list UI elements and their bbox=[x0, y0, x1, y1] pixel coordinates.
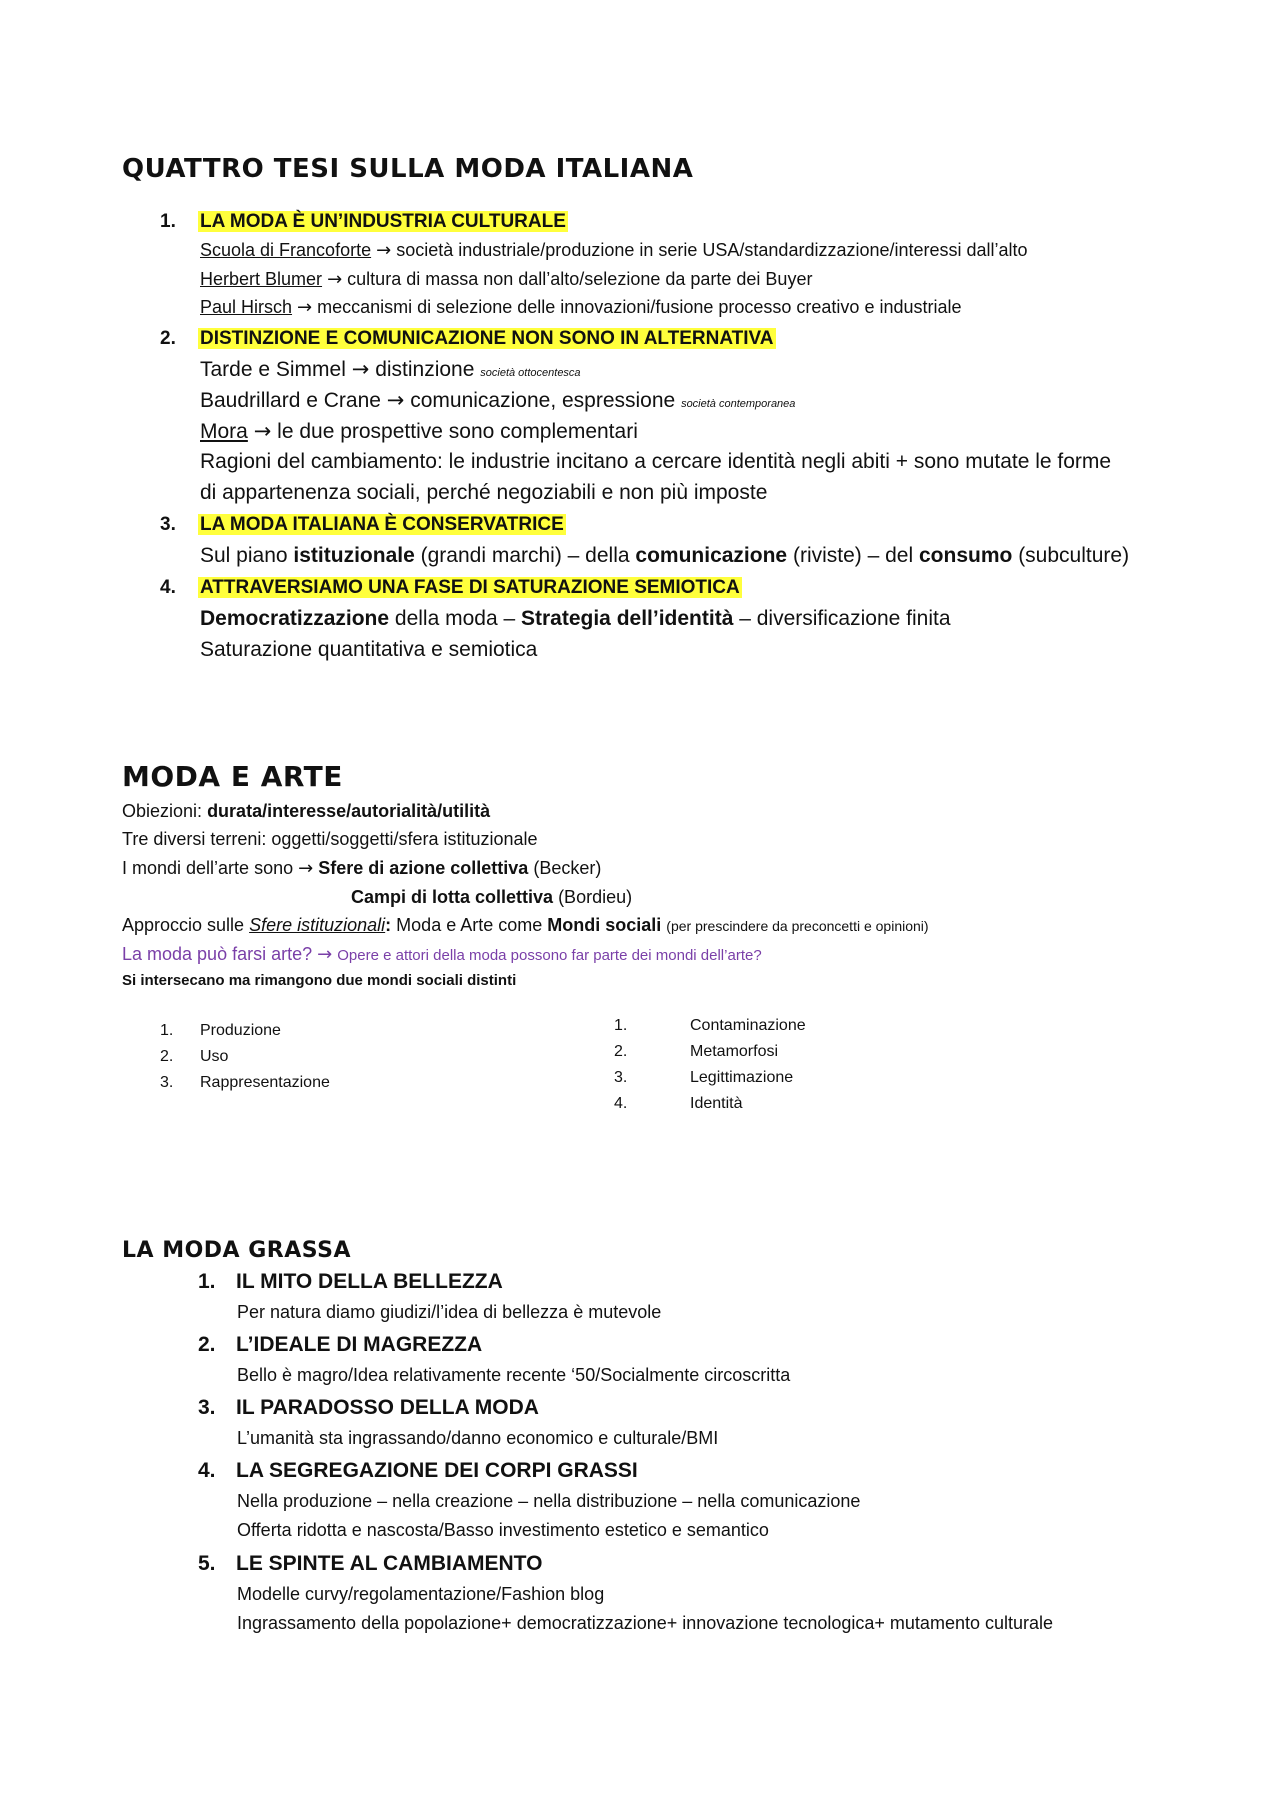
thesis-1-line-3: Paul Hirsch → meccanismi di selezione delle innovazioni/fusione processo creativo e industriale bbox=[200, 297, 962, 318]
thesis-2-line-4: Ragioni del cambiamento: le industrie incitano a cercare identità negli abiti + sono mutate le forme bbox=[200, 450, 1112, 473]
author-herbert-blumer: Herbert Blumer bbox=[200, 269, 323, 289]
list-item-number: 1. bbox=[160, 1022, 174, 1039]
arrow-right-icon: → bbox=[351, 357, 370, 381]
list-item: Contaminazione bbox=[690, 1017, 806, 1034]
arrow-right-icon: → bbox=[297, 297, 313, 318]
grassa-item-1-title: IL MITO DELLA BELLEZZA bbox=[236, 1270, 503, 1293]
obiezioni-line: Obiezioni: durata/interesse/autorialità/utilità bbox=[122, 801, 491, 821]
arrow-right-icon: → bbox=[376, 240, 392, 261]
grassa-item-2-line-1: Bello è magro/Idea relativamente recente ‘50/Socialmente circoscritta bbox=[237, 1365, 791, 1385]
thesis-4-line-2: Saturazione quantitativa e semiotica bbox=[200, 638, 538, 661]
grassa-item-5-title: LE SPINTE AL CAMBIAMENTO bbox=[236, 1552, 543, 1575]
arrow-right-icon: → bbox=[253, 419, 272, 443]
thesis-2-line-1: Tarde e Simmel → distinzione società ottocentesca bbox=[200, 357, 581, 381]
section-title-quattro-tesi: QUATTRO TESI SULLA MODA ITALIANA bbox=[122, 154, 694, 184]
mondi-arte-line-1: I mondi dell’arte sono → Sfere di azione collettiva (Becker) bbox=[122, 858, 602, 879]
thesis-1-title: LA MODA È UN’INDUSTRIA CULTURALE bbox=[200, 211, 566, 232]
approccio-line: Approccio sulle Sfere istituzionali: Moda e Arte come Mondi sociali (per prescindere da preconcetti e opinioni) bbox=[122, 915, 929, 935]
thesis-2-line-5: di appartenenza sociali, perché negoziabili e non più imposte bbox=[200, 481, 768, 504]
list-item-number: 2. bbox=[160, 1048, 174, 1065]
terreni-line: Tre diversi terreni: oggetti/soggetti/sfera istituzionale bbox=[122, 829, 538, 849]
thesis-4-number: 4. bbox=[160, 577, 176, 598]
thesis-4-line-1: Democratizzazione della moda – Strategia dell’identità – diversificazione finita bbox=[200, 607, 951, 630]
thesis-4-title: ATTRAVERSIAMO UNA FASE DI SATURAZIONE SEMIOTICA bbox=[200, 577, 740, 598]
arrow-right-icon: → bbox=[298, 858, 314, 879]
thesis-2-title: DISTINZIONE E COMUNICAZIONE NON SONO IN ALTERNATIVA bbox=[200, 328, 774, 349]
arrow-right-icon: → bbox=[317, 944, 333, 965]
list-item: Produzione bbox=[200, 1022, 281, 1039]
list-item: Identità bbox=[690, 1095, 743, 1112]
grassa-item-1-line-1: Per natura diamo giudizi/l’idea di bellezza è mutevole bbox=[237, 1302, 662, 1322]
grassa-item-2-number: 2. bbox=[198, 1333, 216, 1356]
section-title-moda-e-arte: MODA E ARTE bbox=[122, 760, 343, 793]
thesis-3-line-1: Sul piano istituzionale (grandi marchi) – della comunicazione (riviste) – del consumo (subculture) bbox=[200, 544, 1130, 567]
grassa-item-4-line-1: Nella produzione – nella creazione – nella distribuzione – nella comunicazione bbox=[237, 1491, 861, 1511]
grassa-item-4-title: LA SEGREGAZIONE DEI CORPI GRASSI bbox=[236, 1459, 638, 1482]
list-item: Rappresentazione bbox=[200, 1074, 330, 1091]
grassa-item-5-line-1: Modelle curvy/regolamentazione/Fashion blog bbox=[237, 1584, 605, 1604]
list-item-number: 4. bbox=[614, 1095, 628, 1112]
list-item: Uso bbox=[200, 1048, 229, 1065]
list-item-number: 2. bbox=[614, 1043, 628, 1060]
author-paul-hirsch: Paul Hirsch bbox=[200, 297, 293, 317]
grassa-item-3-number: 3. bbox=[198, 1396, 216, 1419]
grassa-item-3-line-1: L’umanità sta ingrassando/danno economico e culturale/BMI bbox=[237, 1428, 719, 1448]
author-scuola-francoforte: Scuola di Francoforte bbox=[200, 240, 372, 260]
thesis-1-line-1: Scuola di Francoforte → società industriale/produzione in serie USA/standardizzazione/interessi dall’alto bbox=[200, 240, 1028, 261]
thesis-2-number: 2. bbox=[160, 328, 176, 349]
thesis-1-line-2: Herbert Blumer → cultura di massa non dall’alto/selezione da parte dei Buyer bbox=[200, 269, 813, 290]
conclusion-line: Si intersecano ma rimangono due mondi sociali distinti bbox=[122, 972, 517, 989]
arrow-right-icon: → bbox=[327, 269, 343, 290]
list-item-number: 3. bbox=[614, 1069, 628, 1086]
mondi-arte-line-2: Campi di lotta collettiva (Bordieu) bbox=[351, 887, 633, 907]
list-item-number: 1. bbox=[614, 1017, 628, 1034]
grassa-item-1-number: 1. bbox=[198, 1270, 216, 1293]
thesis-1-number: 1. bbox=[160, 211, 176, 232]
grassa-item-2-title: L’IDEALE DI MAGREZZA bbox=[236, 1333, 483, 1356]
grassa-item-4-line-2: Offerta ridotta e nascosta/Basso investimento estetico e semantico bbox=[237, 1520, 769, 1540]
list-item-number: 3. bbox=[160, 1074, 174, 1091]
list-item: Metamorfosi bbox=[690, 1043, 779, 1060]
grassa-item-3-title: IL PARADOSSO DELLA MODA bbox=[236, 1396, 539, 1419]
grassa-item-4-number: 4. bbox=[198, 1459, 216, 1482]
grassa-item-5-number: 5. bbox=[198, 1552, 216, 1575]
thesis-3-title: LA MODA ITALIANA È CONSERVATRICE bbox=[200, 514, 564, 535]
list-item: Legittimazione bbox=[690, 1069, 794, 1086]
arrow-right-icon: → bbox=[386, 388, 405, 412]
thesis-2-line-3: Mora → le due prospettive sono complementari bbox=[200, 419, 638, 443]
question-line: La moda può farsi arte? → Opere e attori della moda possono far parte dei mondi dell’arte? bbox=[122, 944, 762, 965]
section-title-moda-grassa: LA MODA GRASSA bbox=[122, 1238, 351, 1263]
thesis-3-number: 3. bbox=[160, 514, 176, 535]
thesis-2-line-2: Baudrillard e Crane → comunicazione, espressione società contemporanea bbox=[200, 388, 796, 412]
grassa-item-5-line-2: Ingrassamento della popolazione+ democratizzazione+ innovazione tecnologica+ mutamento culturale bbox=[237, 1613, 1054, 1633]
